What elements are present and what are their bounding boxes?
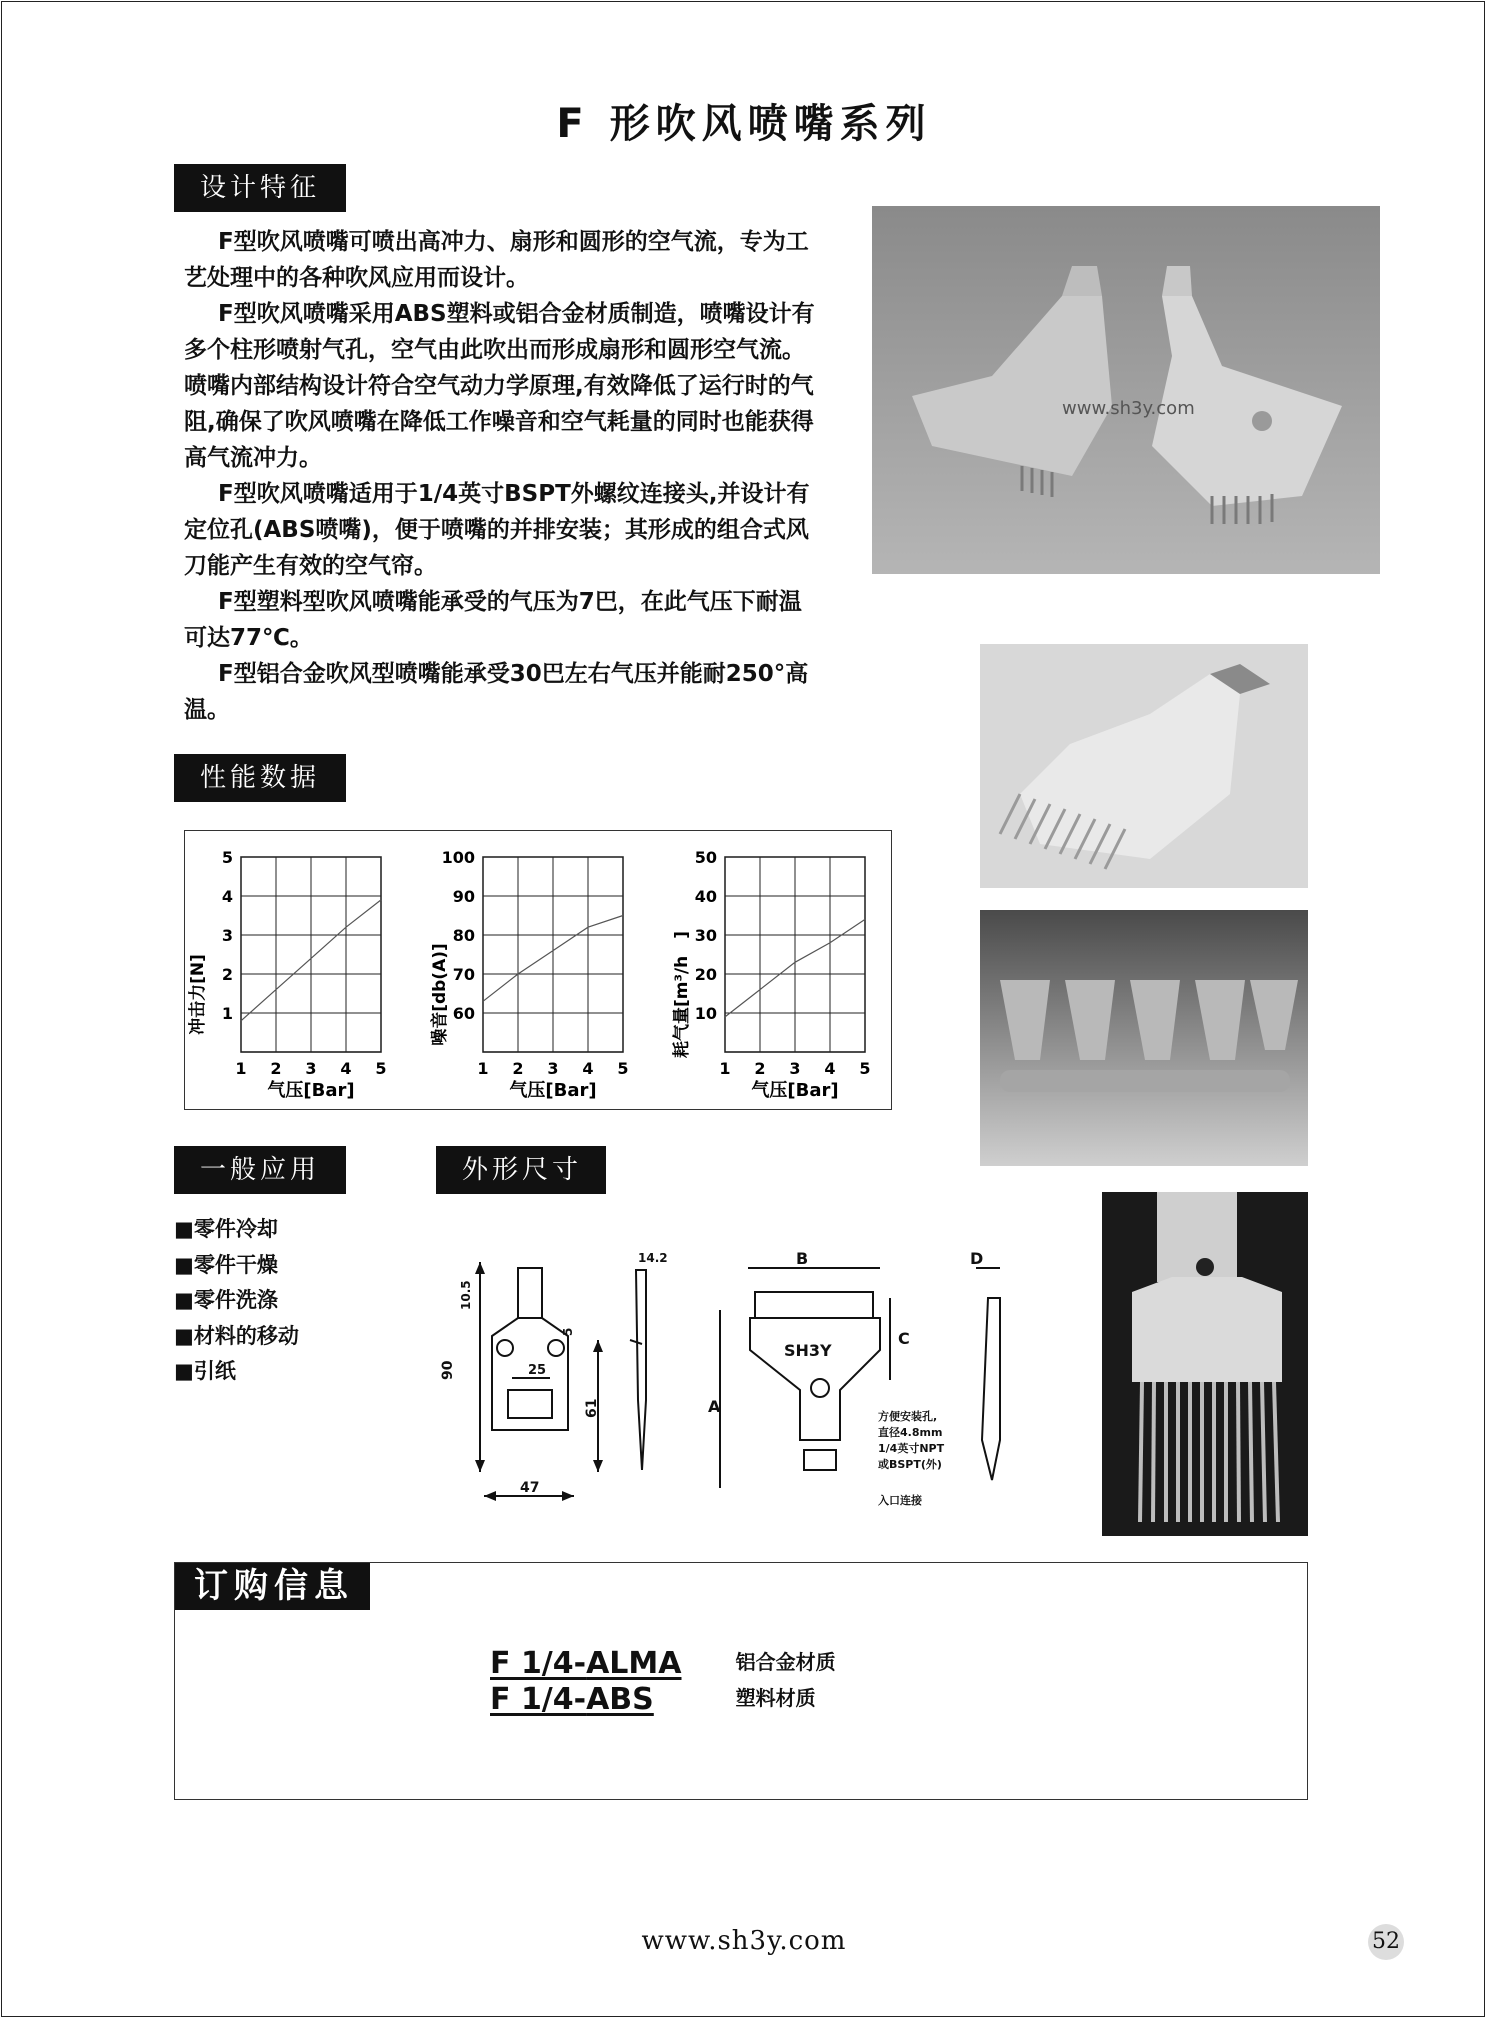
chart-y-tick-label: 100 bbox=[441, 848, 475, 867]
chart-y-tick-label: 60 bbox=[452, 1004, 475, 1023]
chart-x-tick-label: 1 bbox=[477, 1059, 489, 1078]
chart-y-tick-label: 4 bbox=[221, 887, 233, 906]
dim-label: 14.2 bbox=[638, 1251, 668, 1265]
brand-label: SH3Y bbox=[784, 1341, 832, 1360]
dim-note: 方便安装孔, bbox=[878, 1410, 938, 1423]
dim-label: D bbox=[970, 1249, 984, 1268]
chart-x-tick-label: 1 bbox=[235, 1059, 247, 1078]
desc-paragraph: F型吹风喷嘴适用于1/4英寸BSPT外螺纹连接头,并设计有 定位孔(ABS喷嘴)，便于喷嘴的并排安装；其形成的组合式风刀能产生有效的空气帘。 bbox=[184, 481, 810, 579]
product-photo-plastic-nozzles bbox=[872, 206, 1380, 574]
inlet-label: 入口连接 bbox=[878, 1494, 922, 1507]
dim-note: 或BSPT(外) bbox=[878, 1458, 942, 1471]
chart-x-axis-label: 气压[Bar] bbox=[267, 1080, 355, 1101]
chart-x-axis-label: 气压[Bar] bbox=[751, 1080, 839, 1101]
chart-y-axis-label: 耗气量[m³/h ] bbox=[672, 930, 692, 1059]
chart-y-tick-label: 2 bbox=[221, 965, 233, 984]
chart-y-tick-label: 30 bbox=[694, 926, 717, 945]
order-material: 铝合金材质 bbox=[735, 1650, 836, 1674]
list-item: ■零件冷却 bbox=[174, 1217, 278, 1241]
chart-x-tick-label: 3 bbox=[305, 1059, 317, 1078]
chart-x-tick-label: 3 bbox=[789, 1059, 801, 1078]
product-photo-nozzle-render bbox=[980, 644, 1308, 888]
chart-x-tick-label: 1 bbox=[719, 1059, 731, 1078]
order-material: 塑料材质 bbox=[735, 1686, 816, 1710]
chart-y-tick-label: 1 bbox=[221, 1004, 233, 1023]
chart-x-tick-label: 2 bbox=[270, 1059, 282, 1078]
desc-paragraph: F型吹风喷嘴可喷出高冲力、扇形和圆形的空气流，专为工艺处理中的各种吹风应用而设计。 bbox=[184, 229, 809, 291]
chart-y-tick-label: 5 bbox=[221, 848, 233, 867]
chart-x-tick-label: 4 bbox=[824, 1059, 836, 1078]
page-number: 52 bbox=[1368, 1924, 1404, 1960]
chart-y-axis-label: 冲击力[N] bbox=[188, 954, 208, 1035]
chart-x-tick-label: 5 bbox=[617, 1059, 629, 1078]
dim-label: 90 bbox=[440, 1360, 456, 1380]
desc-paragraph: F型铝合金吹风型喷嘴能承受30巴左右气压并能耐250°高温。 bbox=[184, 661, 809, 723]
dim-note: 直径4.8mm bbox=[878, 1426, 943, 1439]
chart-y-tick-label: 40 bbox=[694, 887, 717, 906]
order-prefix: F 1/4- bbox=[490, 1682, 587, 1717]
dim-label: 47 bbox=[520, 1480, 540, 1496]
dim-label: 25 bbox=[528, 1363, 547, 1378]
section-header-design: 设计特征 bbox=[174, 164, 346, 212]
order-info-box bbox=[174, 1562, 1308, 1800]
chart-x-tick-label: 3 bbox=[547, 1059, 559, 1078]
applications-list bbox=[174, 1212, 299, 1390]
dim-label: 10.5 bbox=[459, 1280, 473, 1310]
chart-x-tick-label: 2 bbox=[512, 1059, 524, 1078]
order-row bbox=[490, 1646, 836, 1681]
chart-y-axis-label: 噪音[db(A)] bbox=[430, 943, 450, 1046]
chart-y-tick-label: 50 bbox=[694, 848, 717, 867]
chart-x-tick-label: 5 bbox=[859, 1059, 871, 1078]
chart-x-tick-label: 2 bbox=[754, 1059, 766, 1078]
dim-label: A bbox=[708, 1397, 721, 1416]
footer-url[interactable]: www.sh3y.com bbox=[641, 1926, 847, 1956]
dim-note: 1/4英寸NPT bbox=[878, 1442, 945, 1455]
chart-x-axis-label: 气压[Bar] bbox=[509, 1080, 597, 1101]
chart-x-tick-label: 4 bbox=[340, 1059, 352, 1078]
chart-y-tick-label: 3 bbox=[221, 926, 233, 945]
order-code: ABS bbox=[586, 1682, 654, 1717]
list-item: ■零件干燥 bbox=[174, 1252, 278, 1277]
section-header-order: 订购信息 bbox=[174, 1562, 370, 1610]
chart-y-tick-label: 20 bbox=[694, 965, 717, 984]
page-title: F 形吹风喷嘴系列 bbox=[556, 101, 932, 147]
dimension-drawing bbox=[420, 1240, 1060, 1520]
order-prefix: F 1/4- bbox=[490, 1646, 587, 1681]
list-item: ■零件洗涤 bbox=[174, 1288, 278, 1312]
chart-y-tick-label: 80 bbox=[452, 926, 475, 945]
watermark-text: www.sh3y.com bbox=[1062, 398, 1195, 419]
section-header-applications: 一般应用 bbox=[174, 1146, 346, 1194]
section-header-dimensions: 外形尺寸 bbox=[436, 1146, 606, 1194]
dim-label: C bbox=[898, 1329, 910, 1348]
chart-y-tick-label: 90 bbox=[452, 887, 475, 906]
order-code: ALMA bbox=[586, 1646, 682, 1681]
dim-label: 5 bbox=[561, 1327, 575, 1336]
dim-label: 61 bbox=[584, 1398, 600, 1418]
performance-charts bbox=[184, 830, 892, 1110]
desc-paragraph: F型吹风喷嘴采用ABS塑料或铝合金材质制造，喷嘴设计有多个柱形喷射气孔，空气由此吹出而形成扇形和圆形空气流。喷嘴内部结构设计符合空气动力学原理,有效降低了运行时的气阻,确保了吹风喷嘴在降低工作噪音和空气耗量的同时也能获得高气流冲力。 bbox=[184, 301, 815, 471]
list-item: ■引纸 bbox=[174, 1359, 236, 1383]
chart-x-tick-label: 4 bbox=[582, 1059, 594, 1078]
order-row bbox=[490, 1682, 816, 1717]
list-item: ■材料的移动 bbox=[174, 1323, 299, 1348]
design-description bbox=[184, 224, 824, 728]
section-header-performance: 性能数据 bbox=[174, 754, 346, 802]
desc-paragraph: F型塑料型吹风喷嘴能承受的气压为7巴，在此气压下耐温可达77℃。 bbox=[184, 589, 802, 651]
charts-svg bbox=[185, 831, 893, 1111]
chart-y-tick-label: 70 bbox=[452, 965, 475, 984]
chart-y-tick-label: 10 bbox=[694, 1004, 717, 1023]
chart-x-tick-label: 5 bbox=[375, 1059, 387, 1078]
product-photo-nozzle-closeup bbox=[1102, 1192, 1308, 1536]
dim-label: B bbox=[796, 1249, 809, 1268]
product-photo-nozzle-array bbox=[980, 910, 1308, 1166]
